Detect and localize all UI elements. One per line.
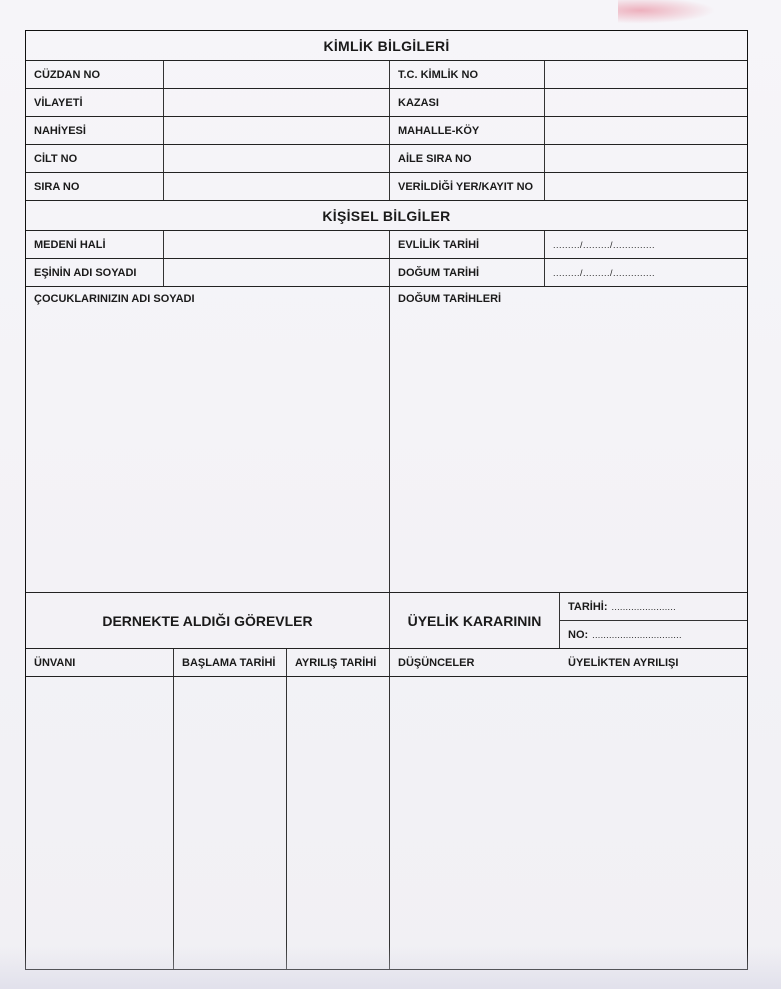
medeni-hali-field[interactable] — [164, 231, 390, 258]
cilt-no-field[interactable] — [164, 145, 390, 172]
sira-no-field[interactable] — [164, 173, 390, 200]
esinin-adi-label: EŞİNİN ADI SOYADI — [26, 259, 164, 286]
kimlik-title-text: KİMLİK BİLGİLERİ — [323, 37, 450, 54]
ayrilis-tarihi-column[interactable] — [287, 677, 390, 969]
baslama-tarihi-column[interactable] — [174, 677, 287, 969]
baslama-tarihi-header: BAŞLAMA TARİHİ — [174, 649, 287, 676]
nahiyesi-field[interactable] — [164, 117, 390, 144]
kazasi-field[interactable] — [545, 89, 747, 116]
dogum-tarihi-value: ........./........./.............. — [553, 267, 656, 278]
uyelik-no-label: NO: — [568, 628, 589, 641]
nahiyesi-label: NAHİYESİ — [26, 117, 164, 144]
children-names-label: ÇOCUKLARINIZIN ADI SOYADI — [34, 293, 195, 305]
bottom-shade — [0, 945, 781, 989]
uyelik-no-dots: ................................ — [592, 629, 682, 640]
kisisel-title-text: KİŞİSEL BİLGİLER — [322, 207, 451, 224]
kimlik-row-2 — [26, 89, 747, 117]
dogum-tarihi-label: DOĞUM TARİHİ — [390, 259, 545, 286]
aile-sira-no-field[interactable] — [545, 145, 747, 172]
logo-fragment — [618, 0, 728, 26]
uyelik-no-field[interactable] — [560, 621, 747, 648]
verildigi-yer-label: VERİLDİĞİ YER/KAYIT NO — [390, 173, 545, 200]
uyelik-karari-title: ÜYELİK KARARININ — [390, 593, 560, 648]
dogum-tarihi-field[interactable] — [545, 259, 747, 286]
medeni-hali-label: MEDENİ HALİ — [26, 231, 164, 258]
kimlik-row-1 — [26, 61, 747, 89]
membership-form — [25, 30, 748, 970]
gorevler-title: DERNEKTE ALDIĞI GÖREVLER — [26, 593, 390, 648]
cilt-no-label: CİLT NO — [26, 145, 164, 172]
kazasi-label: KAZASI — [390, 89, 545, 116]
verildigi-yer-field[interactable] — [545, 173, 747, 200]
kisisel-row-1 — [26, 231, 747, 259]
aile-sira-no-label: AİLE SIRA NO — [390, 145, 545, 172]
uyelik-tarihi-label: TARİHİ: — [568, 600, 608, 613]
vilayeti-label: VİLAYETİ — [26, 89, 164, 116]
sira-no-label: SIRA NO — [26, 173, 164, 200]
children-dates-label: DOĞUM TARİHLERİ — [398, 293, 502, 305]
evlilik-tarihi-field[interactable] — [545, 231, 747, 258]
mahalle-koy-label: MAHALLE-KÖY — [390, 117, 545, 144]
evlilik-tarihi-value: ........./........./.............. — [553, 239, 656, 250]
dusunceler-header: DÜŞÜNCELER — [398, 656, 475, 669]
children-dates-area[interactable] — [390, 287, 747, 592]
tc-kimlik-no-label: T.C. KİMLİK NO — [390, 61, 545, 88]
gorev-table-header — [26, 649, 747, 677]
kimlik-row-5 — [26, 173, 747, 201]
vilayeti-field[interactable] — [164, 89, 390, 116]
unvani-column[interactable] — [26, 677, 174, 969]
uyelik-tarihi-field[interactable] — [560, 593, 747, 621]
children-names-area[interactable] — [26, 287, 390, 592]
mahalle-koy-field[interactable] — [545, 117, 747, 144]
kisisel-title — [26, 201, 747, 231]
kimlik-row-4 — [26, 145, 747, 173]
dusunceler-column[interactable] — [390, 677, 747, 969]
kisisel-row-2 — [26, 259, 747, 287]
tc-kimlik-no-field[interactable] — [545, 61, 747, 88]
esinin-adi-field[interactable] — [164, 259, 390, 286]
unvani-header: ÜNVANI — [26, 649, 174, 676]
cuzdan-no-field[interactable] — [164, 61, 390, 88]
kimlik-row-3 — [26, 117, 747, 145]
ayrilis-tarihi-header: AYRILIŞ TARİHİ — [287, 649, 390, 676]
uyelik-tarihi-dots: ....................... — [611, 601, 676, 612]
gorev-table-body — [26, 677, 747, 969]
kimlik-title — [26, 31, 747, 61]
cuzdan-no-label: CÜZDAN NO — [26, 61, 164, 88]
gorevler-row — [26, 593, 747, 649]
uyelik-karari-fields — [560, 593, 747, 648]
evlilik-tarihi-label: EVLİLİK TARİHİ — [390, 231, 545, 258]
children-block — [26, 287, 747, 593]
uyelikten-ayrilisi-header: ÜYELİKTEN AYRILIŞI — [568, 656, 679, 669]
